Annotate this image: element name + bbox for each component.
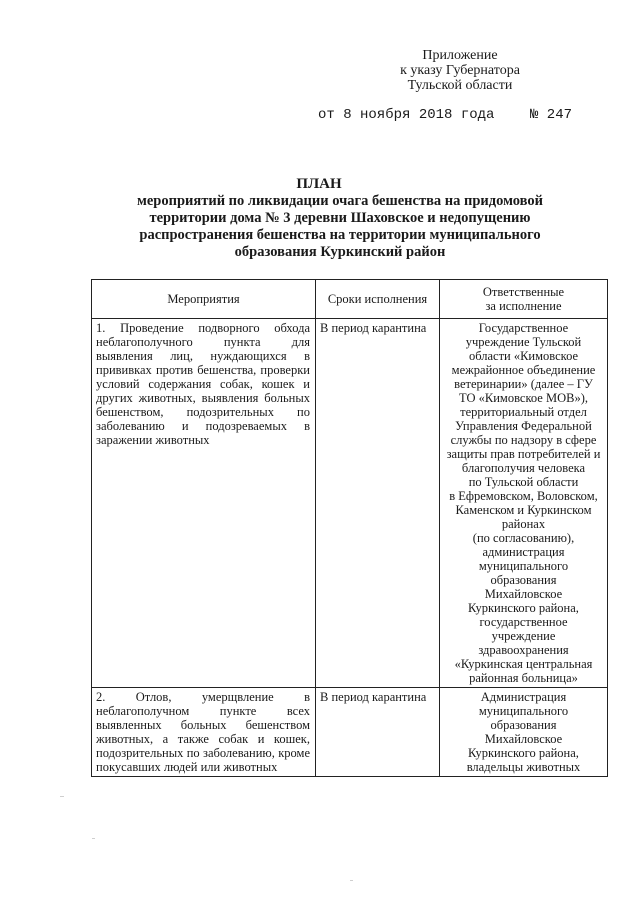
plan-subtitle-line: территории дома № 3 деревни Шаховское и недопущению: [149, 210, 531, 226]
plan-subtitle-line: образования Куркинский район: [234, 244, 446, 260]
responsible-line: межрайонное объединение: [451, 363, 596, 377]
measure-cell: 1. Проведение подворного обхода неблагополучного пункта для выявления лиц, нуждающихся в прививках против бешенства, проверки условий содержания собак, кошек и других животных, выявления больных бешенством, подозрительных по заболеванию и подозреваемых в заражении животных: [92, 319, 316, 688]
responsible-line: в Ефремовском, Воловском,: [449, 489, 598, 503]
measure-cell: 2. Отлов, умерщвление в неблагополучном пункте всех выявленных больных бешенством животных, а также собак и кошек, подозрительных по заболеванию, кроме покусавших людей или животных: [92, 688, 316, 777]
responsible-line: администрация: [482, 545, 565, 559]
responsible-line: районах: [501, 517, 546, 531]
responsible-line: ветеринарии» (далее – ГУ: [454, 377, 593, 391]
responsible-line: Куркинского района,: [468, 601, 579, 615]
measures-table: [91, 279, 608, 777]
table-row: [92, 688, 608, 777]
appendix-line: Приложение: [422, 48, 498, 63]
responsible-cell: [440, 688, 608, 777]
responsible-line: образования: [490, 573, 557, 587]
appendix-block: [380, 48, 540, 93]
responsible-line: образования: [490, 718, 557, 732]
responsible-line: Куркинского района,: [468, 746, 579, 760]
responsible-line: учреждение: [491, 629, 556, 643]
responsible-line: государственное: [479, 615, 568, 629]
responsible-line: муниципального: [478, 704, 569, 718]
responsible-line: Управления Федеральной: [455, 419, 592, 433]
responsible-line: защиты прав потребителей и: [446, 447, 601, 461]
decree-number: № 247: [530, 107, 573, 123]
responsible-line: ТО «Кимовское МОВ»),: [459, 391, 588, 405]
responsible-cell: [440, 319, 608, 688]
responsible-line: территориальный отдел: [460, 405, 587, 419]
responsible-line: владельцы животных: [466, 760, 581, 774]
responsible-line: Государственное: [478, 321, 569, 335]
responsible-line: Каменском и Куркинском: [455, 503, 592, 517]
header-responsible-line: за исполнение: [485, 299, 562, 313]
period-cell: В период карантина: [316, 688, 440, 777]
table-header-row: [92, 280, 608, 319]
appendix-line: к указу Губернатора: [400, 63, 520, 78]
decree-date: от 8 ноября 2018 года: [318, 107, 495, 123]
header-responsible-line: Ответственные: [482, 285, 565, 299]
responsible-line: службы по надзору в сфере: [450, 433, 597, 447]
plan-subtitle-line: распространения бешенства на территории муниципального: [139, 227, 541, 243]
table-row: [92, 319, 608, 688]
responsible-line: благополучия человека: [461, 461, 586, 475]
header-period: Сроки исполнения: [316, 280, 440, 319]
responsible-line: Михайловское: [484, 587, 563, 601]
responsible-line: по Тульской области: [468, 475, 579, 489]
scan-artifact: [92, 838, 95, 839]
header-measures: Мероприятия: [92, 280, 316, 319]
responsible-line: (по согласованию),: [472, 531, 575, 545]
plan-subtitle: [110, 193, 570, 261]
period-cell: В период карантина: [316, 319, 440, 688]
plan-subtitle-line: мероприятий по ликвидации очага бешенства на придомовой: [136, 193, 543, 209]
responsible-line: районная больница»: [469, 671, 578, 685]
responsible-line: области «Кимовское: [468, 349, 579, 363]
scan-artifact: [350, 880, 353, 881]
responsible-line: муниципального: [478, 559, 569, 573]
responsible-line: учреждение Тульской: [465, 335, 582, 349]
responsible-line: Администрация: [480, 690, 567, 704]
appendix-line: Тульской области: [407, 78, 513, 93]
responsible-line: Михайловское: [484, 732, 563, 746]
responsible-line: «Куркинская центральная: [454, 657, 593, 671]
header-responsible: [440, 280, 608, 319]
responsible-line: здравоохранения: [478, 643, 569, 657]
plan-title: ПЛАН: [296, 176, 342, 192]
scan-artifact: [60, 796, 64, 797]
